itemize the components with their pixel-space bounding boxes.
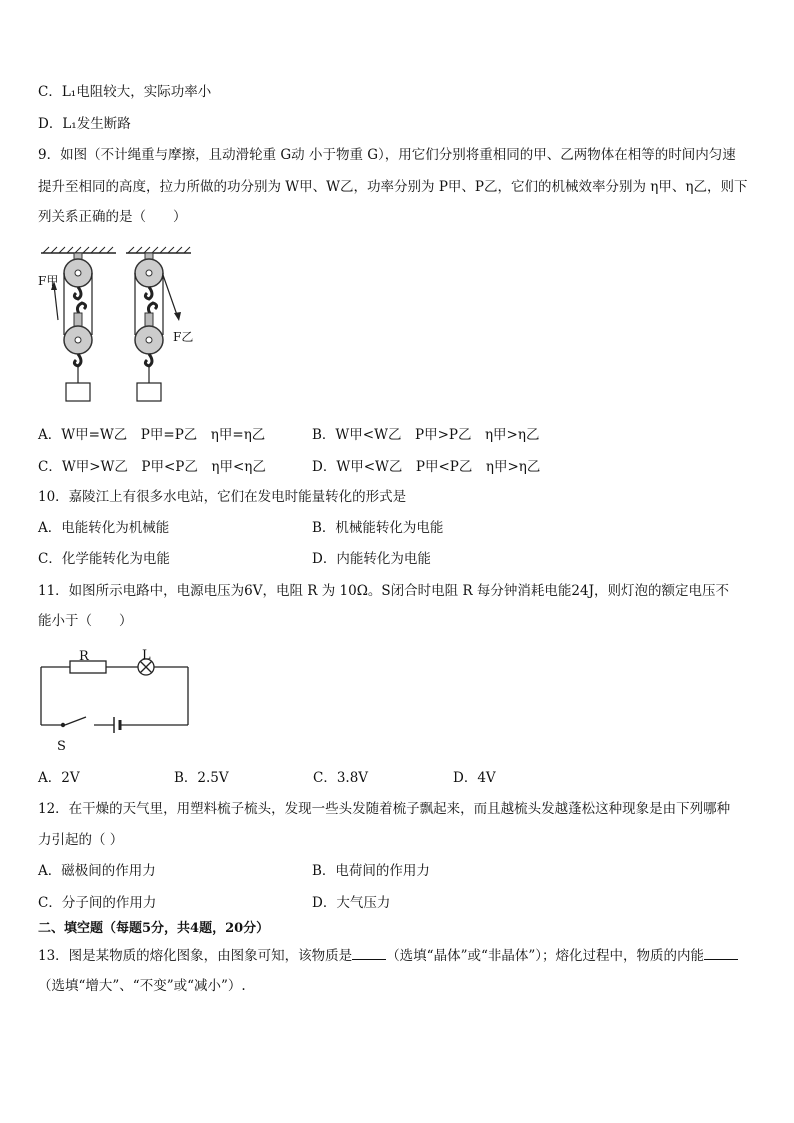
q8-option-c: C．L₁电阻较大，实际功率小: [38, 84, 212, 100]
q10-option-c: C．化学能转化为电能: [38, 551, 170, 567]
q12-option-d: D．大气压力: [312, 895, 391, 911]
q9-stem-line2: 提升至相同的高度，拉力所做的功分别为 W甲、W乙，功率分别为 P甲、P乙，它们的机械效率分别为 η甲、η乙，则下: [38, 179, 748, 195]
q12-stem-line2: 力引起的（ ）: [38, 832, 124, 848]
q11-stem-line2: 能小于（ ）: [38, 613, 133, 629]
q11-option-c: C．3.8V: [313, 770, 369, 786]
q11-stem-line1: 11．如图所示电路中，电源电压为6V，电阻 R 为 10Ω。S闭合时电阻 R 每分钟消耗电能24J，则灯泡的额定电压不: [38, 583, 730, 599]
q9-option-a: A．W甲=W乙 P甲=P乙 η甲=η乙: [38, 427, 266, 443]
pulley-system-right: [135, 253, 181, 401]
q9-option-b: B．W甲<W乙 P甲>P乙 η甲>η乙: [312, 427, 540, 443]
answer-blank-2[interactable]: [704, 947, 738, 960]
label-s: S: [57, 739, 66, 754]
q10-option-d: D．内能转化为电能: [312, 551, 431, 567]
q13-line1: [38, 947, 738, 965]
force-label-right: F乙: [173, 330, 194, 344]
q12-option-b: B．电荷间的作用力: [312, 863, 430, 879]
q10-stem: 10．嘉陵江上有很多水电站，它们在发电时能量转化的形式是: [38, 489, 407, 505]
ceiling-left: [41, 247, 116, 253]
answer-blank-1[interactable]: [352, 947, 386, 960]
q10-option-b: B．机械能转化为电能: [312, 520, 444, 536]
q8-option-d: D．L₁发生断路: [38, 116, 131, 132]
q11-option-a: A．2V: [38, 770, 80, 786]
label-r: R: [79, 649, 89, 664]
q12-stem-line1: 12．在干燥的天气里，用塑料梳子梳头，发现一些头发随着梳子飘起来，而且越梳头发越蓬松这种现象是由下列哪种: [38, 801, 731, 817]
q9-stem-line1: 9．如图（不计绳重与摩擦，且动滑轮重 G动 小于物重 G），用它们分别将重相同的甲、乙两物体在相等的时间内匀速: [38, 147, 736, 163]
force-label-left: F甲: [38, 274, 59, 288]
q13-line2: （选填“增大”、“不变”或“减小”）.: [38, 978, 246, 994]
switch-contact: [61, 723, 65, 727]
q12-option-c: C．分子间的作用力: [38, 895, 157, 911]
q10-option-a: A．电能转化为机械能: [38, 520, 170, 536]
q9-option-d: D．W甲<W乙 P甲<P乙 η甲>η乙: [312, 459, 541, 475]
q11-option-b: B．2.5V: [174, 770, 229, 786]
q11-option-d: D．4V: [453, 770, 496, 786]
label-l: L: [142, 648, 151, 663]
q12-option-a: A．磁极间的作用力: [38, 863, 156, 879]
q13-line1-b: （选填“晶体”或“非晶体”）；熔化过程中，物质的内能: [386, 948, 705, 964]
q9-option-c: C．W甲>W乙 P甲<P乙 η甲<η乙: [38, 459, 266, 475]
q13-line1-a: 13．图是某物质的熔化图象，由图象可知，该物质是: [38, 948, 353, 964]
q9-stem-line3: 列关系正确的是（ ）: [38, 209, 187, 225]
ceiling-right: [126, 247, 191, 253]
section-title: 二、填空题（每题5分，共4题，20分）: [38, 921, 270, 936]
